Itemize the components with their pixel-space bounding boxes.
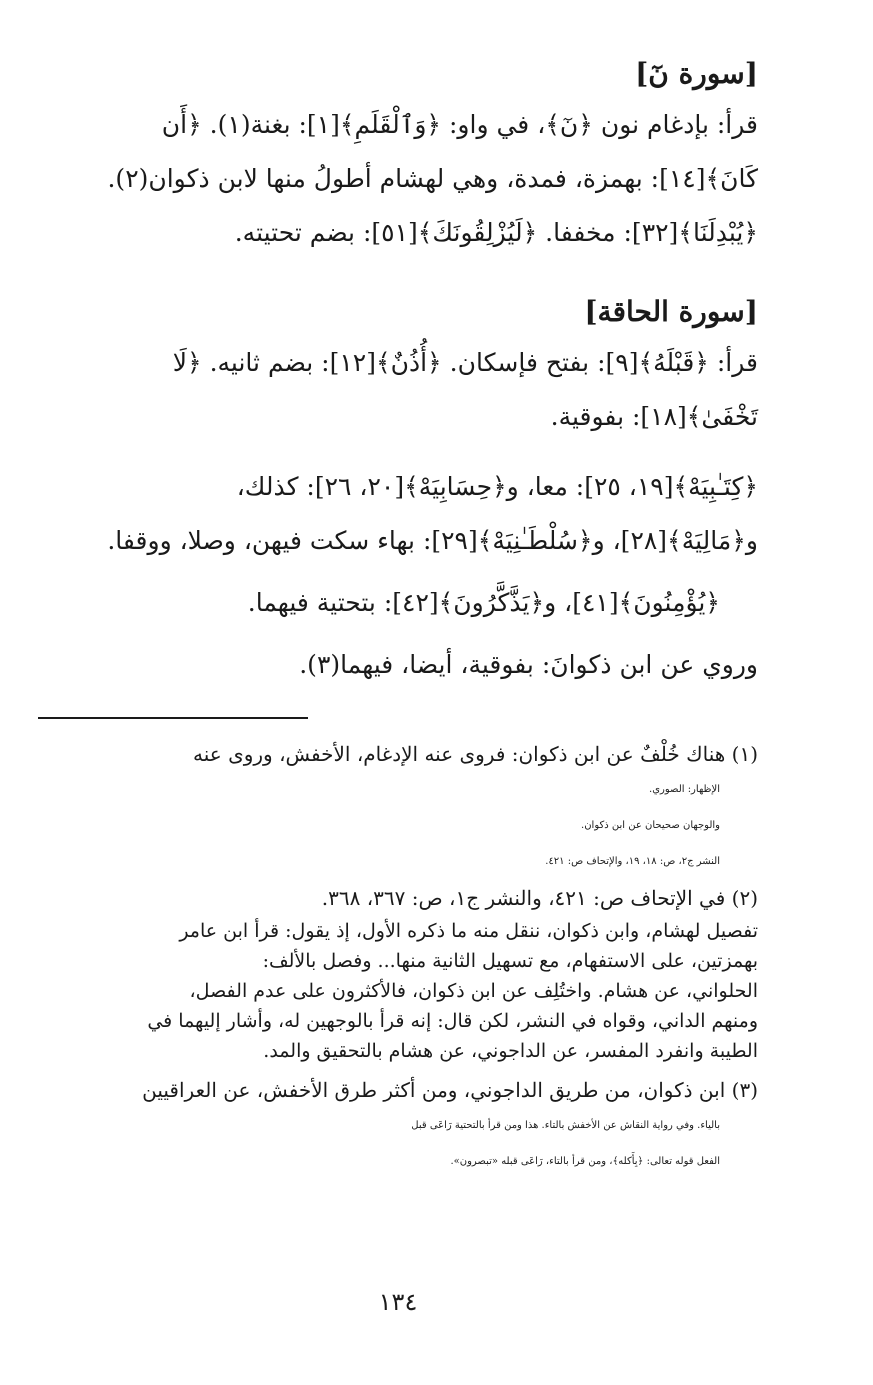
- page: [38, 40, 758, 1350]
- paragraph: [38, 460, 758, 568]
- paragraph: [38, 336, 758, 444]
- footnote-line: الفعل قوله تعالى: ﴿بِأَكله﴾، ومن قرأ بالتاء، رَاعَى قبله «تبصرون».: [450, 1156, 720, 1167]
- section-title: [سورة الحاقة]: [584, 295, 758, 328]
- text-line: ﴿يُبْدِلَنَا﴾[٣٢]: مخففا. ﴿لَيُزْلِقُونَكَ﴾[٥١]: بضم تحتيته.: [234, 218, 758, 247]
- text-line: و﴿مَالِيَهْ﴾[٢٨]، و﴿سُلْطَـٰنِيَهْ﴾[٢٩]: بهاء سكت فيهن، وصلا، ووقفا.: [107, 526, 758, 555]
- footnote-line: الحلواني، عن هشام. واختُلِف عن ابن ذكوان، فالأكثرون على عدم الفصل،: [189, 980, 758, 1002]
- paragraph: [38, 98, 758, 260]
- paragraph: [38, 576, 758, 630]
- footnote-line: (٢) في الإتحاف ص: ٤٢١، والنشر ج١، ص: ٣٦٧، ٣٦٨.: [321, 886, 758, 910]
- page-number: ١٣٤: [378, 1288, 418, 1316]
- footnote-line: ومنهم الداني، وقواه في النشر، لكن قال: إنه قرأ بالوجهين له، وأشار إليهما في: [147, 1010, 758, 1032]
- section-surah-qalam: [38, 50, 758, 260]
- text-line: ﴿كِتَـٰبِيَهْ﴾[١٩، ٢٥]: معا، و﴿حِسَابِيَهْ﴾[٢٠، ٢٦]: كذلك،: [236, 472, 758, 501]
- footnote-line: (١) هناك خُلْفٌ عن ابن ذكوان: فروى عنه الإدغام، الأخفش، وروى عنه: [193, 742, 758, 766]
- section-surah-haqqa: [38, 288, 758, 692]
- footnote-3: [38, 1072, 758, 1180]
- text-line: وروي عن ابن ذكوانَ: بفوقية، أيضا، فيهما(٣).: [299, 650, 758, 679]
- text-line: قرأ: ﴿قَبْلَهُ﴾[٩]: بفتح فإسكان. ﴿أُذُنٌ﴾[١٢]: بضم ثانيه. ﴿لَا: [172, 348, 758, 377]
- footnote-line: والوجهان صحيحان عن ابن ذكوان.: [581, 820, 720, 831]
- text-line: قرأ: بإدغام نون ﴿نٓ﴾، في واو: ﴿وَٱلْقَلَمِ﴾[١]: بغنة(١). ﴿أَن: [161, 110, 758, 139]
- footnote-line: تفصيل لهشام، وابن ذكوان، ننقل منه ما ذكره الأول، إذ يقول: قرأ ابن عامر: [179, 920, 758, 942]
- section-title: [سورة نٓ]: [635, 57, 758, 90]
- footnote-line: الطيبة وانفرد المفسر، عن الداجوني، عن هشام بالتحقيق والمد.: [263, 1040, 758, 1062]
- footnote-1: [38, 736, 758, 880]
- footnotes: [38, 736, 758, 1180]
- footnote-2-detail: [38, 916, 758, 1066]
- footnote-2: [38, 880, 758, 916]
- text-line: ﴿يُؤْمِنُونَ﴾[٤١]، و﴿يَذَّكَّرُونَ﴾[٤٢]: بتحتية فيهما.: [247, 588, 720, 617]
- footnote-line: الإظهار: الصوري.: [649, 784, 720, 795]
- footnote-line: (٣) ابن ذكوان، من طريق الداجوني، ومن أكثر طرق الأخفش، عن العراقيين: [142, 1078, 758, 1102]
- footnote-line: النشر ج٢، ص: ١٨، ١٩، والإتحاف ص: ٤٢١.: [545, 856, 720, 867]
- paragraph: [38, 638, 758, 692]
- footnote-line: بهمزتين، على الاستفهام، مع تسهيل الثانية منها... وفصل بالألف:: [262, 950, 758, 972]
- footnote-line: بالياء. وفي رواية النقاش عن الأخفش بالتاء. هذا ومن قرأ بالتحتية رَاعَى قبل: [411, 1120, 720, 1131]
- footnote-separator: [38, 717, 308, 719]
- text-line: كَانَ﴾[١٤]: بهمزة، فمدة، وهي لهشام أطولُ منها لابن ذكوان(٢).: [107, 164, 758, 193]
- text-line: تَخْفَىٰ﴾[١٨]: بفوقية.: [550, 402, 758, 431]
